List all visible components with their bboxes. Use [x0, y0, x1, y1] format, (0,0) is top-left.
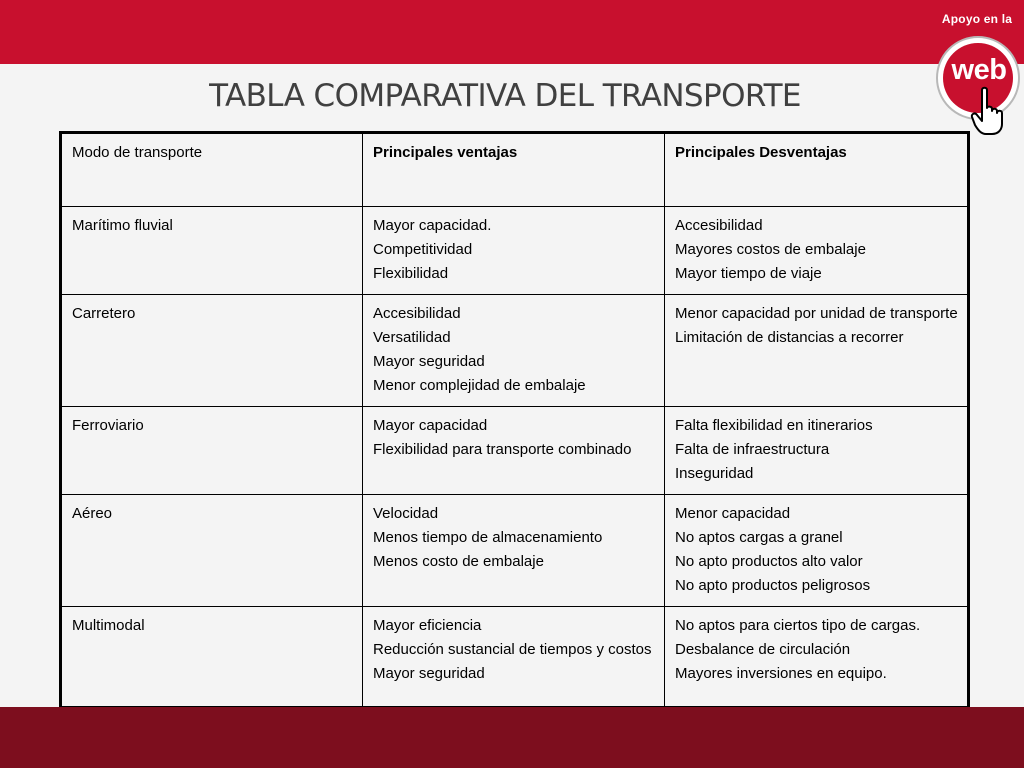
header-desventajas: Principales Desventajas — [665, 133, 969, 207]
desventaja-item: Accesibilidad — [675, 217, 763, 234]
table-row — [61, 607, 969, 708]
header-modo: Modo de transporte — [61, 133, 363, 207]
ventaja-item: Menos tiempo de almacenamiento — [373, 529, 603, 546]
ventajas-cell — [363, 607, 665, 708]
ventaja-item: Mayor capacidad. — [373, 217, 492, 234]
desventaja-item: Mayores inversiones en equipo. — [675, 665, 887, 682]
bottom-band — [0, 707, 1024, 768]
desventajas-cell — [665, 295, 969, 407]
ventaja-item: Velocidad — [373, 505, 439, 522]
ventajas-cell — [363, 407, 665, 495]
table-header-row — [61, 133, 969, 207]
desventajas-cell — [665, 607, 969, 708]
ventaja-item: Mayor seguridad — [373, 665, 485, 682]
desventajas-cell — [665, 207, 969, 295]
table-row — [61, 495, 969, 607]
ventajas-cell — [363, 207, 665, 295]
desventaja-item: No aptos para ciertos tipo de cargas. — [675, 617, 921, 634]
header-ventajas: Principales ventajas — [363, 133, 665, 207]
table-row — [61, 207, 969, 295]
desventaja-item: Mayores costos de embalaje — [675, 241, 866, 258]
table-row — [61, 407, 969, 495]
table-row — [61, 295, 969, 407]
logo-word: web — [951, 54, 1007, 86]
desventaja-item: Falta de infraestructura — [675, 441, 830, 458]
desventaja-item: Inseguridad — [675, 465, 754, 482]
desventajas-cell — [665, 407, 969, 495]
ventaja-item: Flexibilidad — [373, 265, 449, 282]
mode-cell: Ferroviario — [61, 407, 363, 495]
ventaja-item: Menos costo de embalaje — [373, 553, 544, 570]
ventaja-item: Mayor eficiencia — [373, 617, 482, 634]
ventaja-item: Mayor capacidad — [373, 417, 488, 434]
transport-comparison-table — [59, 131, 970, 709]
desventaja-item: No apto productos alto valor — [675, 553, 863, 570]
logo-caption: Apoyo en la — [941, 12, 1013, 26]
desventaja-item: Mayor tiempo de viaje — [675, 265, 822, 282]
ventaja-item: Mayor seguridad — [373, 353, 485, 370]
ventaja-item: Reducción sustancial de tiempos y costos — [373, 641, 652, 658]
mode-cell: Marítimo fluvial — [61, 207, 363, 295]
ventajas-cell — [363, 495, 665, 607]
top-band — [0, 0, 1024, 64]
desventaja-item: No apto productos peligrosos — [675, 577, 871, 594]
desventaja-item: Menor capacidad por unidad de transporte — [675, 305, 958, 322]
ventaja-item: Competitividad — [373, 241, 473, 258]
desventaja-item: Falta flexibilidad en itinerarios — [675, 417, 873, 434]
ventajas-cell — [363, 295, 665, 407]
desventajas-cell — [665, 495, 969, 607]
ventaja-item: Versatilidad — [373, 329, 451, 346]
mode-cell: Carretero — [61, 295, 363, 407]
mode-cell: Aéreo — [61, 495, 363, 607]
desventaja-item: Desbalance de circulación — [675, 641, 851, 658]
desventaja-item: No aptos cargas a granel — [675, 529, 843, 546]
apoyo-web-logo[interactable] — [930, 4, 1024, 138]
ventaja-item: Menor complejidad de embalaje — [373, 377, 586, 394]
mode-cell: Multimodal — [61, 607, 363, 708]
desventaja-item: Limitación de distancias a recorrer — [675, 329, 904, 346]
desventaja-item: Menor capacidad — [675, 505, 791, 522]
ventaja-item: Flexibilidad para transporte combinado — [373, 441, 632, 458]
slide-title: TABLA COMPARATIVA DEL TRANSPORTE — [209, 78, 801, 114]
ventaja-item: Accesibilidad — [373, 305, 461, 322]
